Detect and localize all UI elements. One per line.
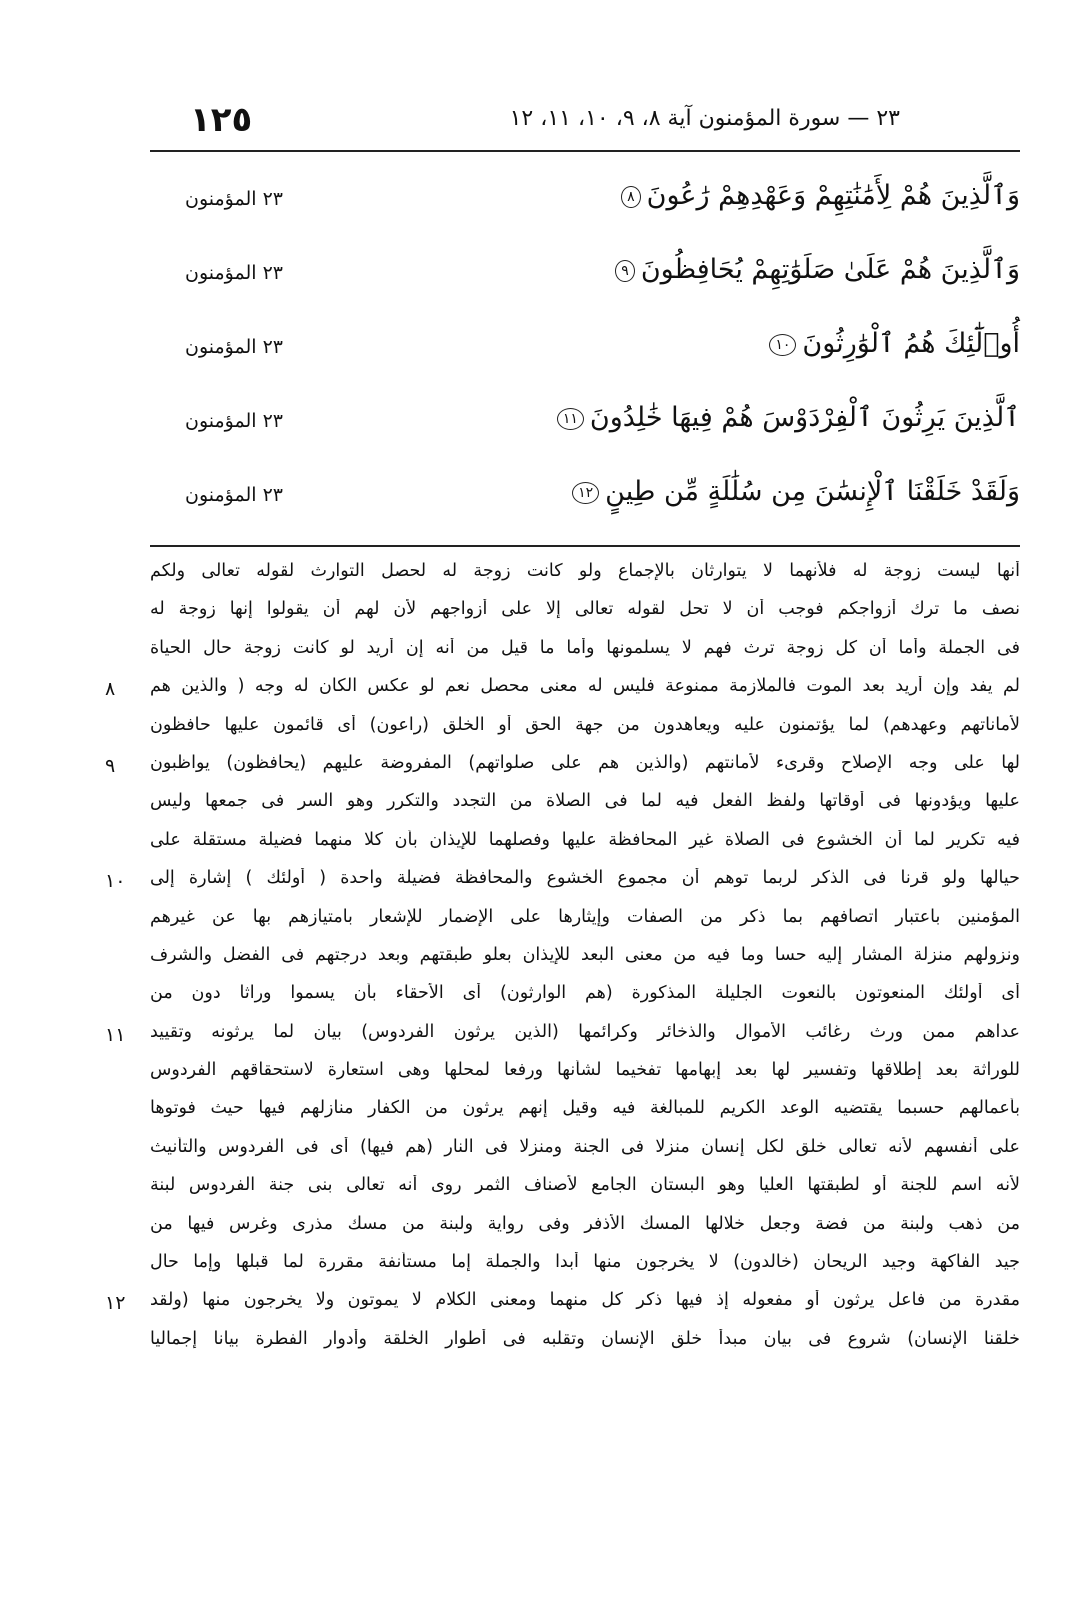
commentary-line [105, 865, 1020, 903]
margin-verse-number: ١٢ [105, 1292, 126, 1315]
commentary-text: بأعمالهم حسبما يقتضيه الوعد الكريم للمبالغة فيه وقيل إنهم يرثون من الكفار منازلهم فيها حيث فوتوها [150, 1098, 1020, 1119]
page-header [150, 100, 1020, 150]
commentary-line [105, 673, 1020, 711]
verse-end-marker: ١٠ [769, 334, 796, 356]
commentary-text: خلقنا الإنسان) شروع فى بيان مبدأ خلق الإنسان وتقلبه فى أطوار الخلقة وأدوار الفطرة بيانا إجماليا [150, 1328, 1020, 1349]
commentary-block [105, 558, 1020, 1364]
commentary-text: لأماناتهم وعهدهم) لما يؤتمنون عليه ويعاهدون من جهة الحق أو الخلق (راعون) أى قائمون عليها حافظون [150, 714, 1020, 735]
commentary-text: على أنفسهم لأنه تعالى خلق لكل إنسان منزلا فى الجنة ومنزلا فى النار (هم فيها) أى فى الفردوس والتأنيث [150, 1136, 1020, 1157]
verse-text: وَلَقَدْ خَلَقْنَا ٱلْإِنسَٰنَ مِن سُلَٰلَةٍ مِّن طِينٍ١٢ [572, 476, 1020, 507]
commentary-text: المؤمنين باعتبار اتصافهم بما ذكر من الصفات وإيثارها على الإضمار للإشعار بامتيازهم بها عن غيرهم [150, 906, 1020, 927]
margin-verse-number: ١٠ [105, 870, 126, 893]
verse-row [150, 170, 1020, 244]
commentary-line [105, 1019, 1020, 1057]
verse-end-marker: ١١ [557, 408, 584, 430]
commentary-text: فيه تكرير لما أن الخشوع فى الصلاة غير المحافظة عليها وفصلهما للإيذان بأن كلا منهما فضيلة مستقلة على [150, 829, 1020, 850]
verse-text: أُو۟لَٰٓئِكَ هُمُ ٱلْوَٰرِثُونَ١٠ [769, 328, 1020, 359]
surah-reference: ٢٣ المؤمنون [185, 336, 284, 358]
commentary-line [150, 1326, 1020, 1364]
section-divider [150, 545, 1020, 547]
running-title: ٢٣ — سورة المؤمنون آية ٨، ٩، ١٠، ١١، ١٢ [509, 106, 900, 131]
verse-end-marker: ٨ [621, 186, 641, 208]
surah-reference: ٢٣ المؤمنون [185, 262, 284, 284]
commentary-line [150, 596, 1020, 634]
commentary-text: لها على وجه الإصلاح وقرىء لأمانتهم (والذين هم على صلواتهم) المفروضة عليهم (يحافظون) يواظبون [150, 752, 1020, 773]
commentary-line [150, 1249, 1020, 1287]
verse-row [150, 466, 1020, 540]
commentary-text: عداهم ممن ورث رغائب الأموال والذخائر وكرائمها (الذين يرثون الفردوس) بيان لما يرثونه وتقييد [150, 1021, 1020, 1042]
commentary-line [105, 1287, 1020, 1325]
commentary-text: أنها ليست زوجة له فلأنهما لا يتوارثان بالإجماع ولو كانت زوجة له لحصل التوارث لقوله تعالى ولكم [150, 561, 1020, 581]
margin-verse-number: ٩ [105, 754, 116, 777]
commentary-text: لم يفد وإن أريد بعد الموت فالملازمة ممنوعة فليس له معنى محصل نعم لو عكس الكان له وجه ( والذين هم [150, 676, 1020, 697]
commentary-line [150, 1211, 1020, 1249]
commentary-line [150, 635, 1020, 673]
commentary-text: أى أولئك المنعوتون بالنعوت الجليلة المذكورة (هم الوارثون) أى الأحقاء بأن يسموا وراثا دون من [150, 983, 1020, 1004]
surah-reference: ٢٣ المؤمنون [185, 410, 284, 432]
commentary-text: نصف ما ترك أزواجكم فوجب أن لا تحل لقوله تعالى إلا على أزواجهم لأن لهم أن يقولوا إنها زوجة له [150, 599, 1020, 620]
commentary-line [150, 942, 1020, 980]
verse-end-marker: ٩ [615, 260, 635, 282]
verse-end-marker: ١٢ [572, 482, 599, 504]
commentary-line [150, 558, 1020, 596]
verse-block [150, 170, 1020, 540]
commentary-line [150, 1172, 1020, 1210]
commentary-text: فى الجملة وأما أن كل زوجة ترث فهم لا يسلمونها وأما ما قيل من أنه إن أريد لو كانت زوجة حال الحياة [150, 637, 1020, 658]
commentary-line [105, 750, 1020, 788]
verse-row [150, 244, 1020, 318]
commentary-line [150, 980, 1020, 1018]
commentary-text: لأنه اسم للجنة أو لطبقتها العليا وهو البستان الجامع لأصناف الثمر روى أنه تعالى بنى جنة الفردوس لبنة [150, 1175, 1020, 1196]
header-rule [150, 150, 1020, 152]
page-number: ١٢٥ [190, 100, 253, 140]
margin-verse-number: ٨ [105, 678, 116, 701]
commentary-text: ونزولهم منزلة المشار إليه حسا وما فيه من معنى البعد للإيذان بعلو طبقتهم وبعد درجتهم فى الفضل والشرف [150, 944, 1020, 965]
surah-reference: ٢٣ المؤمنون [185, 188, 284, 210]
commentary-text: مقدرة من فاعل يرثون أو مفعوله إذ فيها ذكر كل منهما ومعنى الكلام لا يموتون ولا يخرجون منها (ولقد [150, 1290, 1020, 1311]
commentary-line [150, 904, 1020, 942]
commentary-text: عليها ويؤدونها فى أوقاتها ولفظ الفعل فيه لما فى الصلاة من التجدد والتكرر وهو السر فى جمعها وليس [150, 791, 1020, 812]
commentary-line [150, 712, 1020, 750]
commentary-line [150, 1095, 1020, 1133]
verse-text: ٱلَّذِينَ يَرِثُونَ ٱلْفِرْدَوْسَ هُمْ فِيهَا خَٰلِدُونَ١١ [557, 402, 1020, 433]
margin-verse-number: ١١ [105, 1023, 126, 1046]
commentary-line [150, 788, 1020, 826]
commentary-line [150, 1057, 1020, 1095]
commentary-line [150, 1134, 1020, 1172]
verse-row [150, 392, 1020, 466]
commentary-text: جيد الفاكهة وجيد الريحان (خالدون) لا يخرجون منها أبدا والجملة إما مستأنفة مقررة لما قبلها وإما حال [150, 1252, 1020, 1273]
verse-text: وَٱلَّذِينَ هُمْ لِأَمَٰنَٰتِهِمْ وَعَهْدِهِمْ رَٰعُونَ٨ [621, 180, 1020, 211]
commentary-line [150, 827, 1020, 865]
commentary-text: للوراثة بعد إطلاقها وتفسير لها بعد إبهامها تفخيما لشأنها ورفعا لمحلها وهى استعارة لاستحقاقهم الفردوس [150, 1060, 1020, 1081]
surah-reference: ٢٣ المؤمنون [185, 484, 284, 506]
verse-text: وَٱلَّذِينَ هُمْ عَلَىٰ صَلَوَٰتِهِمْ يُحَافِظُونَ٩ [615, 254, 1020, 285]
commentary-text: من ذهب ولبنة من فضة وجعل خلالها المسك الأذفر وفى رواية ولبنة من مسك مذرى وغرس فيها من [150, 1213, 1020, 1234]
commentary-text: حيالها ولو قرنا فى الذكر لربما توهم أن مجموع الخشوع والمحافظة فضيلة واحدة ( أولئك ) إشارة إلى [150, 868, 1020, 889]
verse-row [150, 318, 1020, 392]
